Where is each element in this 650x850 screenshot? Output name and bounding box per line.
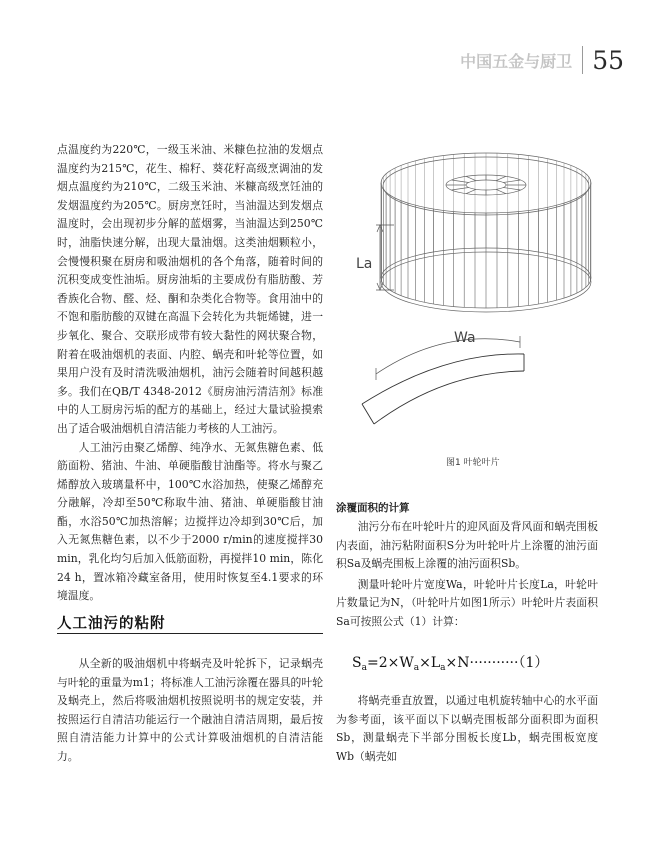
impeller-figure: [336, 128, 598, 468]
body-paragraph: 将蜗壳垂直放置，以通过电机旋转轴中心的水平面为参考面，该平面以下以蜗壳围板部分面积即为面积Sb，测量蜗壳下半部分围板长度Lb，蜗壳围板宽度Wb（蜗壳如: [336, 694, 598, 763]
page-number: 55: [592, 45, 624, 75]
body-paragraph: 人工油污由聚乙烯醇、纯净水、无氮焦糖色素、低筋面粉、猪油、牛油、单硬脂酸甘油酯等。将水与聚乙烯醇放入玻璃量杯中，100℃水浴加热，使聚乙烯醇充分融解，冷却至50℃称取牛油、猪油、单硬脂酸甘油酯，水浴50℃加热溶解；边搅拌边冷却到30℃后，加入无氮焦糖色素，以不少于2000 r/min的速度搅拌30 min，乳化均匀后加入低筋面粉，再搅拌10 min，陈化24 h，置冰箱冷藏室备用，使用时恢复至4.1要求的环境温度。: [57, 440, 323, 603]
la-dimension: [376, 225, 394, 290]
page-header: [460, 40, 624, 80]
formula-number: （1）: [518, 655, 549, 671]
body-paragraph: 测量叶轮叶片宽度Wa，叶轮叶片长度La，叶轮叶片数量记为N，（叶轮叶片如图1所示）叶轮叶片表面积Sa可按照公式（1）计算：: [336, 577, 598, 628]
impeller-drawing: [336, 128, 598, 468]
body-paragraph: 从全新的吸油烟机中将蜗壳及叶轮拆下，记录蜗壳与叶轮的重量为m1；将标准人工油污涂覆在器具的叶轮及蜗壳上，然后将吸油烟机按照说明书的规定安装，并按照运行自清洁功能运行一个融油自清洁周期，最后按照自清洁能力计算中的公式计算吸油烟机的自清洁能力。: [57, 657, 323, 763]
right-column-upper: [336, 518, 598, 632]
section-title-rule: [57, 633, 323, 634]
blade-shape: [362, 354, 524, 424]
left-column: [57, 141, 323, 606]
impeller-hub-spoke: [451, 188, 468, 191]
impeller-wheel: [381, 153, 591, 312]
area-formula: $S_a=2\times W_a\times L_a\times N\cdot\cdot\cdot\cdot\cdot\cdot\cdot\cdot\cdot\cdot\cdot(1)$: [352, 655, 549, 673]
impeller-hub-spoke: [451, 180, 468, 183]
impeller-hub-spoke: [503, 188, 520, 191]
impeller-hub-spoke: [503, 180, 520, 183]
figure-caption: 图1 叶轮叶片: [446, 458, 500, 468]
impeller-hub-spoke: [466, 189, 476, 193]
impeller-hub-spoke: [496, 189, 506, 193]
subsection-heading: 涂覆面积的计算: [336, 502, 410, 514]
impeller-hub-spoke: [466, 176, 476, 180]
left-column-lower: [57, 655, 323, 767]
wa-dimension: [376, 336, 520, 380]
body-paragraph: 油污分布在叶轮叶片的迎风面及背风面和蜗壳围板内表面，油污粘附面积S分为叶轮叶片上涂覆的油污面积Sa及蜗壳围板上涂覆的油污面积Sb。: [336, 520, 598, 571]
body-paragraph: 点温度约为220℃，一级玉米油、米糠色拉油的发烟点温度约为215℃，花生、棉籽、葵花籽高级烹调油的发烟点温度约为210℃，二级玉米油、米糠高级烹饪油的发烟温度约为205℃。厨房烹饪时，当油温达到发烟点温度时，会出现初步分解的蓝烟雾，当油温达到250℃时，油脂快速分解，出现大量油烟。这类油烟颗粒小，会慢慢积聚在厨房和吸油烟机的各个角落，随着时间的沉积变成变性油垢。厨房油垢的主要成份有脂肪酸、芳香族化合物、醛、烃、酮和杂类化合物等。食用油中的不饱和脂肪酸的双键在高温下会转化为共轭烯键，进一步氧化、聚合、交联形成带有较大黏性的网状聚合物，附着在吸油烟机的表面、内腔、蜗壳和叶轮等位置，如果用户没有及时清洗吸油烟机，油污会随着时间越积越多。我们在QB/T 4348-2012《厨房油污清洁剂》标准中的人工厨房污垢的配方的基础上，经过大量试验摸索出了适合吸油烟机自清洁能力考核的人工油污。: [57, 143, 323, 435]
masthead-logo: 中国五金与厨卫: [460, 51, 573, 71]
right-column-lower: [336, 692, 598, 766]
la-label: La: [356, 256, 373, 272]
header-divider: [582, 46, 583, 74]
wa-label: Wa: [454, 330, 476, 346]
impeller-hub-spoke: [496, 176, 506, 180]
section-title: 人工油污的粘附: [57, 616, 166, 632]
